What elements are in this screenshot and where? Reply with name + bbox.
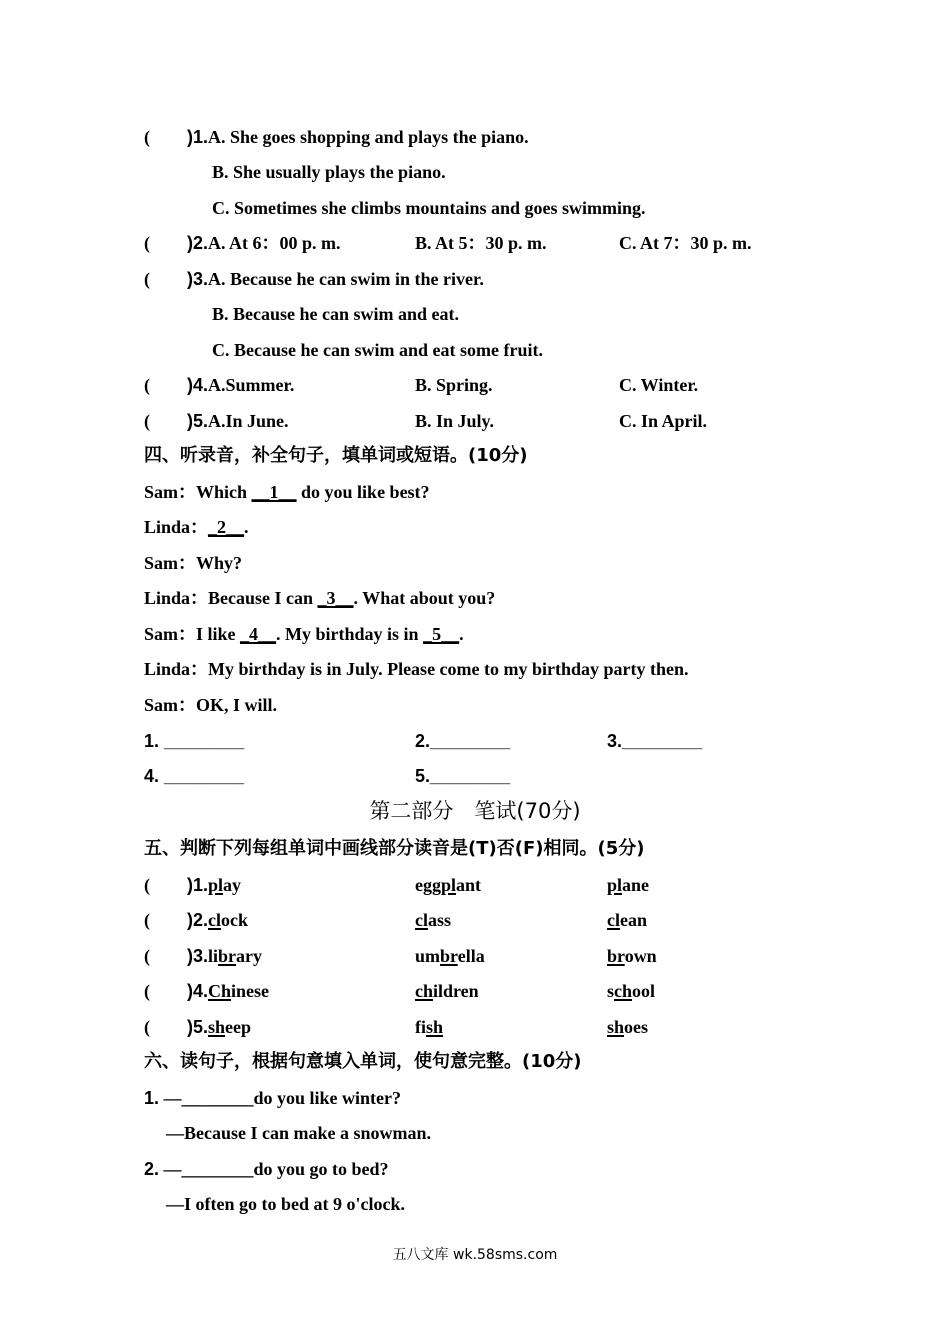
line-text: do you like best?	[296, 482, 430, 502]
speaker: Linda：	[144, 517, 209, 537]
answer-blank: _4__	[240, 624, 277, 644]
line-text: . My birthday is in	[276, 624, 424, 644]
option-b: B. Because he can swim and eat.	[212, 304, 459, 324]
dialogue-line	[0, 654, 950, 684]
answer-blank: _3__	[317, 588, 354, 608]
answer-bracket: (	[144, 1017, 150, 1037]
line-text: Which	[196, 482, 252, 502]
answer-text: —Because I can make a snowman.	[166, 1123, 432, 1143]
dialogue-line	[0, 690, 950, 720]
page-footer: 五八文库 wk.58sms.com	[392, 1247, 558, 1263]
question-row	[0, 406, 950, 436]
word: Chinese	[208, 981, 270, 1001]
word: class	[415, 910, 452, 930]
word-row	[0, 941, 950, 971]
answer-bracket: (	[144, 875, 150, 895]
line-text: . What about you?	[353, 588, 496, 608]
answer-bracket: (	[144, 411, 150, 431]
dialogue-line	[0, 548, 950, 578]
answer-field-1[interactable]: 1. ________	[144, 731, 245, 751]
question-number: 1.	[144, 1088, 160, 1108]
word: play	[208, 875, 242, 895]
option-a: A.In June.	[208, 411, 289, 431]
word: library	[208, 946, 263, 966]
option-a: A. She goes shopping and plays the piano.	[208, 127, 529, 147]
section-heading: 四、听录音，补全句子，填单词或短语。(10分)	[144, 445, 528, 466]
answer-bracket: (	[144, 127, 150, 147]
option-c: C. Because he can swim and eat some fruit.	[212, 340, 543, 360]
option-a: A. At 6：00 p. m.	[208, 233, 341, 253]
option-b: B. Spring.	[415, 375, 493, 395]
option-a: A.Summer.	[208, 375, 295, 395]
word: eggplant	[415, 875, 482, 895]
line-text: My birthday is in July. Please come to my birthday party then.	[208, 659, 689, 679]
speaker: Sam：	[144, 553, 197, 573]
line-text: Because I can	[208, 588, 318, 608]
word-row	[0, 905, 950, 935]
section-heading: 六、读句子，根据句意填入单词，使句意完整。(10分)	[144, 1051, 582, 1072]
answer-text: —I often go to bed at 9 o'clock.	[166, 1194, 405, 1214]
speaker: Sam：	[144, 482, 197, 502]
question-row	[0, 1154, 950, 1184]
word: plane	[607, 875, 650, 895]
line-text: I like	[196, 624, 241, 644]
answer-blank: _2__	[208, 517, 245, 537]
part-title: 第二部分 笔试(70分)	[369, 799, 581, 823]
question-number: )2.	[187, 910, 209, 930]
question-number: )3.	[187, 946, 209, 966]
word-row	[0, 1012, 950, 1042]
question-row	[0, 264, 950, 294]
speaker: Sam：	[144, 695, 197, 715]
line-text: OK, I will.	[196, 695, 278, 715]
answer-blank: _5__	[423, 624, 460, 644]
line-text: .	[459, 624, 464, 644]
question-number: )1.	[187, 127, 209, 147]
answer-row	[0, 761, 950, 791]
question-number: )2.	[187, 233, 209, 253]
option-c: C. Sometimes she climbs mountains and goes swimming.	[212, 198, 646, 218]
speaker: Linda：	[144, 659, 209, 679]
line-text: Why?	[196, 553, 243, 573]
answer-bracket: (	[144, 269, 150, 289]
answer-field-3[interactable]: 3.________	[607, 731, 703, 751]
option-b: B. In July.	[415, 411, 495, 431]
word: sheep	[208, 1017, 252, 1037]
answer-bracket: (	[144, 910, 150, 930]
speaker: Linda：	[144, 588, 209, 608]
option-b: B. She usually plays the piano.	[212, 162, 446, 182]
option-a: A. Because he can swim in the river.	[208, 269, 484, 289]
word: shoes	[607, 1017, 649, 1037]
dialogue-line	[0, 477, 950, 507]
answer-bracket: (	[144, 981, 150, 1001]
word-row	[0, 976, 950, 1006]
dialogue-line	[0, 619, 950, 649]
line-text: .	[244, 517, 249, 537]
answer-bracket: (	[144, 233, 150, 253]
word: clock	[208, 910, 249, 930]
question-row	[0, 122, 950, 152]
dialogue-line	[0, 512, 950, 542]
answer-blank: __1__	[251, 482, 297, 502]
question-number: )4.	[187, 375, 209, 395]
question-row	[0, 228, 950, 258]
word: brown	[607, 946, 657, 966]
option-b: B. At 5：30 p. m.	[415, 233, 547, 253]
question-row	[0, 370, 950, 400]
question-text: —________do you go to bed?	[159, 1159, 389, 1179]
option-c: C. In April.	[619, 411, 708, 431]
speaker: Sam：	[144, 624, 197, 644]
answer-field-4[interactable]: 4. ________	[144, 766, 245, 786]
word: umbrella	[415, 946, 485, 966]
answer-field-2[interactable]: 2.________	[415, 731, 511, 751]
question-number: )4.	[187, 981, 209, 1001]
word: children	[415, 981, 479, 1001]
answer-row	[0, 726, 950, 756]
answer-bracket: (	[144, 946, 150, 966]
question-number: )3.	[187, 269, 209, 289]
option-c: C. Winter.	[619, 375, 699, 395]
question-number: )5.	[187, 411, 209, 431]
question-row	[0, 1083, 950, 1113]
word: fish	[415, 1017, 444, 1037]
question-number: )1.	[187, 875, 209, 895]
question-text: —________do you like winter?	[159, 1088, 402, 1108]
word-row	[0, 870, 950, 900]
option-c: C. At 7：30 p. m.	[619, 233, 752, 253]
question-number: )5.	[187, 1017, 209, 1037]
word: clean	[607, 910, 647, 930]
word: school	[607, 981, 656, 1001]
answer-bracket: (	[144, 375, 150, 395]
question-number: 2.	[144, 1159, 160, 1179]
dialogue-line	[0, 583, 950, 613]
section-heading: 五、判断下列每组单词中画线部分读音是(T)否(F)相同。(5分)	[144, 838, 645, 859]
answer-field-5[interactable]: 5.________	[415, 766, 511, 786]
